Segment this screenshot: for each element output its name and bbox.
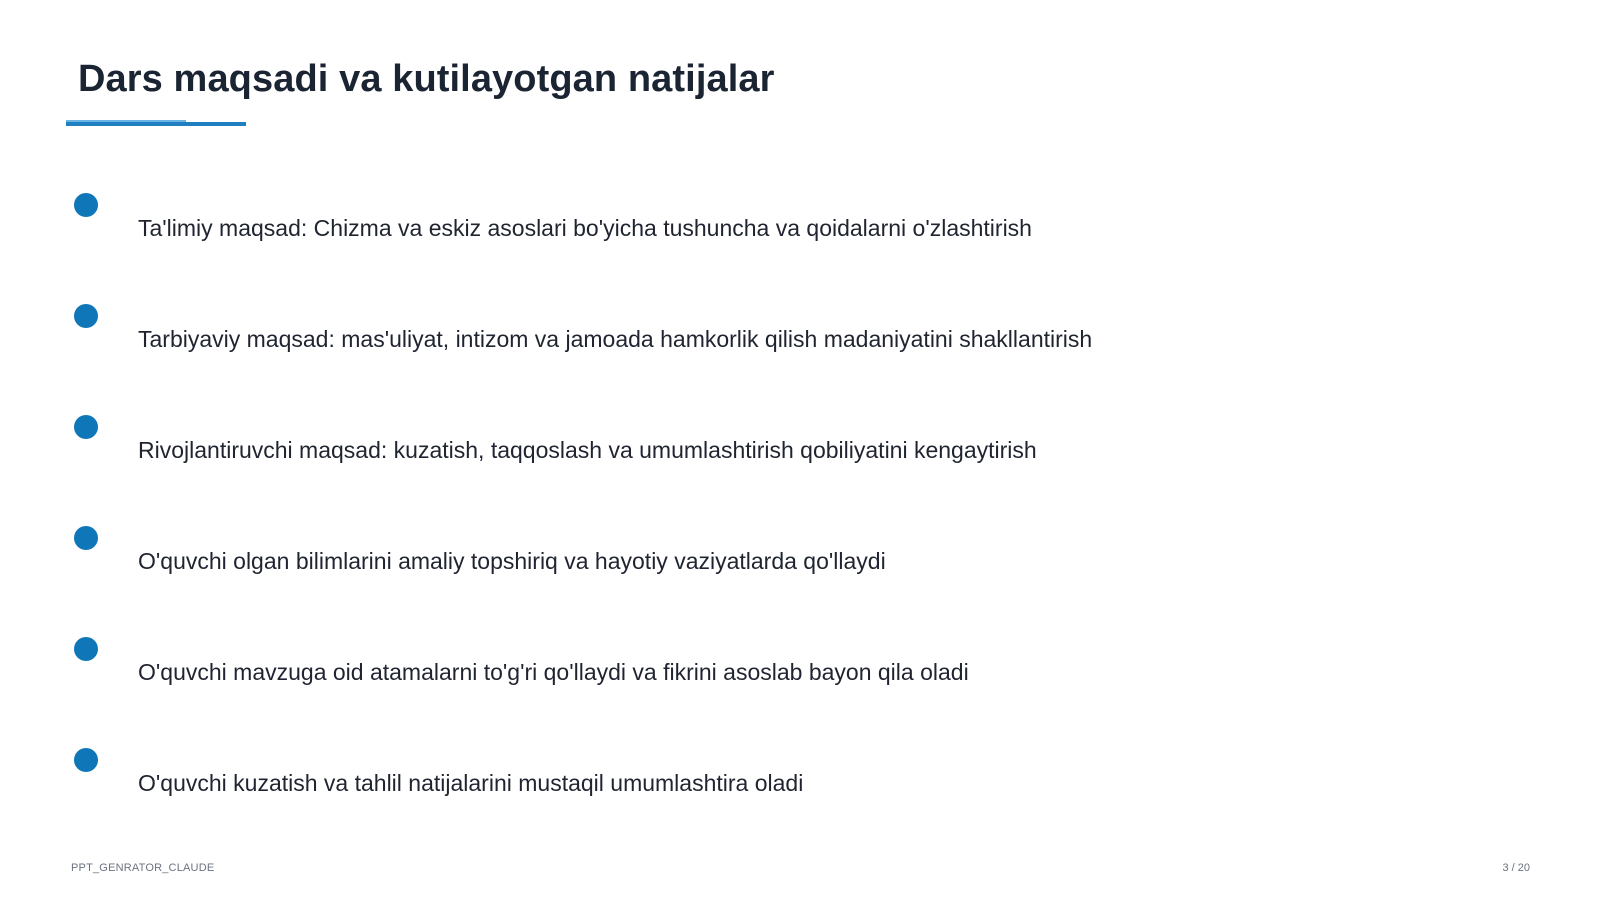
- list-item-text: Ta'limiy maqsad: Chizma va eskiz asoslari bo'yicha tushuncha va qoidalarni o'zlashtirish: [138, 215, 1032, 241]
- list-item: [0, 637, 1600, 717]
- bullet-dot-icon: [74, 637, 98, 661]
- bullet-dot-icon: [74, 415, 98, 439]
- list-item: [0, 748, 1600, 828]
- slide-title: Dars maqsadi va kutilayotgan natijalar: [78, 58, 775, 100]
- list-item-text: O'quvchi mavzuga oid atamalarni to'g'ri qo'llaydi va fikrini asoslab bayon qila oladi: [138, 659, 969, 685]
- bullet-dot-icon: [74, 526, 98, 550]
- bullet-dot-icon: [74, 748, 98, 772]
- list-item-text: Rivojlantiruvchi maqsad: kuzatish, taqqoslash va umumlashtirish qobiliyatini kengaytirish: [138, 437, 1037, 463]
- list-item-text: O'quvchi kuzatish va tahlil natijalarini mustaqil umumlashtira oladi: [138, 770, 804, 796]
- list-item-text: Tarbiyaviy maqsad: mas'uliyat, intizom va jamoada hamkorlik qilish madaniyatini shakllantirish: [138, 326, 1093, 352]
- list-item-text: O'quvchi olgan bilimlarini amaliy topshiriq va hayotiy vaziyatlarda qo'llaydi: [138, 548, 886, 574]
- list-item: [0, 526, 1600, 606]
- footer-source-label: PPT_GENRATOR_CLAUDE: [71, 862, 215, 874]
- bullet-dot-icon: [74, 304, 98, 328]
- page-indicator: 3 / 20: [1502, 862, 1530, 874]
- bullet-dot-icon: [74, 193, 98, 217]
- list-item: [0, 193, 1600, 273]
- list-item: [0, 415, 1600, 495]
- list-item: [0, 304, 1600, 384]
